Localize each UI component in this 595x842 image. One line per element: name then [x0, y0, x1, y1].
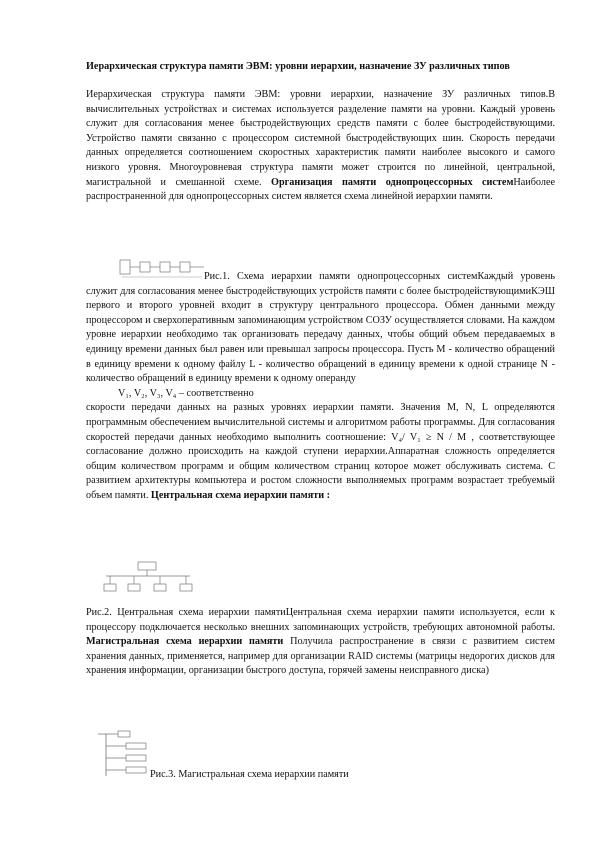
figure-1-caption: Рис.1. Схема иерархии памяти однопроцессорных системКаждый	[204, 271, 514, 282]
figure-1-text	[86, 270, 555, 504]
intro-paragraph	[86, 88, 555, 205]
intro-bold-term: Организация памяти однопроцессорных систем	[271, 176, 514, 188]
document-heading: Иерархическая структура памяти ЭВМ: уровни иерархии, назначение ЗУ различных типов	[86, 61, 510, 72]
figure-3-backbone-hierarchy	[96, 730, 152, 780]
figure-2-text	[86, 606, 555, 679]
figure-2-central-hierarchy	[98, 560, 198, 594]
backbone-scheme-term: Магистральная схема иерархии памяти	[86, 636, 284, 648]
figure-3-caption: Рис.3. Магистральная схема иерархии памяти	[150, 769, 349, 780]
intro-tail: Наиболее распространенной для однопроцессорных систем является схема линейной иерархии памяти.	[86, 176, 556, 203]
figure-2-caption: Рис.2. Центральная схема иерархии памятиЦентральная схема иерархии памяти используется, если к процессору подключается несколько внешних запоминающих устройств, требующих автономной работы.	[86, 607, 555, 633]
intro-text: Иерархическая структура памяти ЭВМ: уровни иерархии, назначение ЗУ различных типов.В вычислительных устройствах и системах используется разделение памяти на уровни. Каждый уровень служит для согласования менее быстродействующих средств памяти с более быстродействующими. Устройство памяти связанно с процессором системной быстродействующих шин. Скорость передачи данных определяется соотношением скоростных характеристик памяти наиболее высокого и самого низкого уровня. Многоуровневая структура памяти может строится по линейной, центральной, магистральной и смешанной схеме.	[86, 89, 555, 188]
figure-2-tail: Получила распространение в связи с развитием систем хранения данных, применяется, например для организации RAID системы (матрицы недорогих дисков для хранения информации, организации быстрого доступа, горячей замены неисправного диска)	[86, 636, 555, 677]
central-scheme-heading: Центральная схема иерархии памяти :	[150, 489, 331, 501]
figure-1-body: уровень служит для согласования менее быстродействующих устройств памяти с более быстродействующимиКЭШ первого и второго уровней входит в структуру центрального процессора. Обмен данными между процессором и сверхоперативным запоминающим устройством СОЗУ осуществляется словами. На каждом уровне иерархии необходимо так организовать передачу данных, чтобы общий объем передаваемых в единицу времени данных был равен или превышал запросы процессора. Пусть M - количество обращений в единицу времени к одному файлу L - количество обращений в единицу времени к одной странице N - количество обращений в единицу времени к одному операнду	[86, 271, 555, 385]
figure-1-body-2: скорости передачи данных на разных уровнях иерархии памяти. Значения M, N, L определяются программным обеспечением вычислительной системы и алгоритмом работы программы. Для согласования скоростей передачи данных необходимо выполнить соотношение: V₄/ V₁ ≥ N / M , соответствующее согласование должно происходить на каждой ступени иерархии.Аппаратная сложность определяется общим количеством программ и общим количеством страниц которое может обслуживать система. С развитием архитектуры компьютера и ростом сложности выполняемых программ возрастает требуемый объем памяти.	[86, 402, 555, 501]
velocity-line: V₁, V₂, V₃, V₄ – соответственно	[118, 387, 254, 399]
